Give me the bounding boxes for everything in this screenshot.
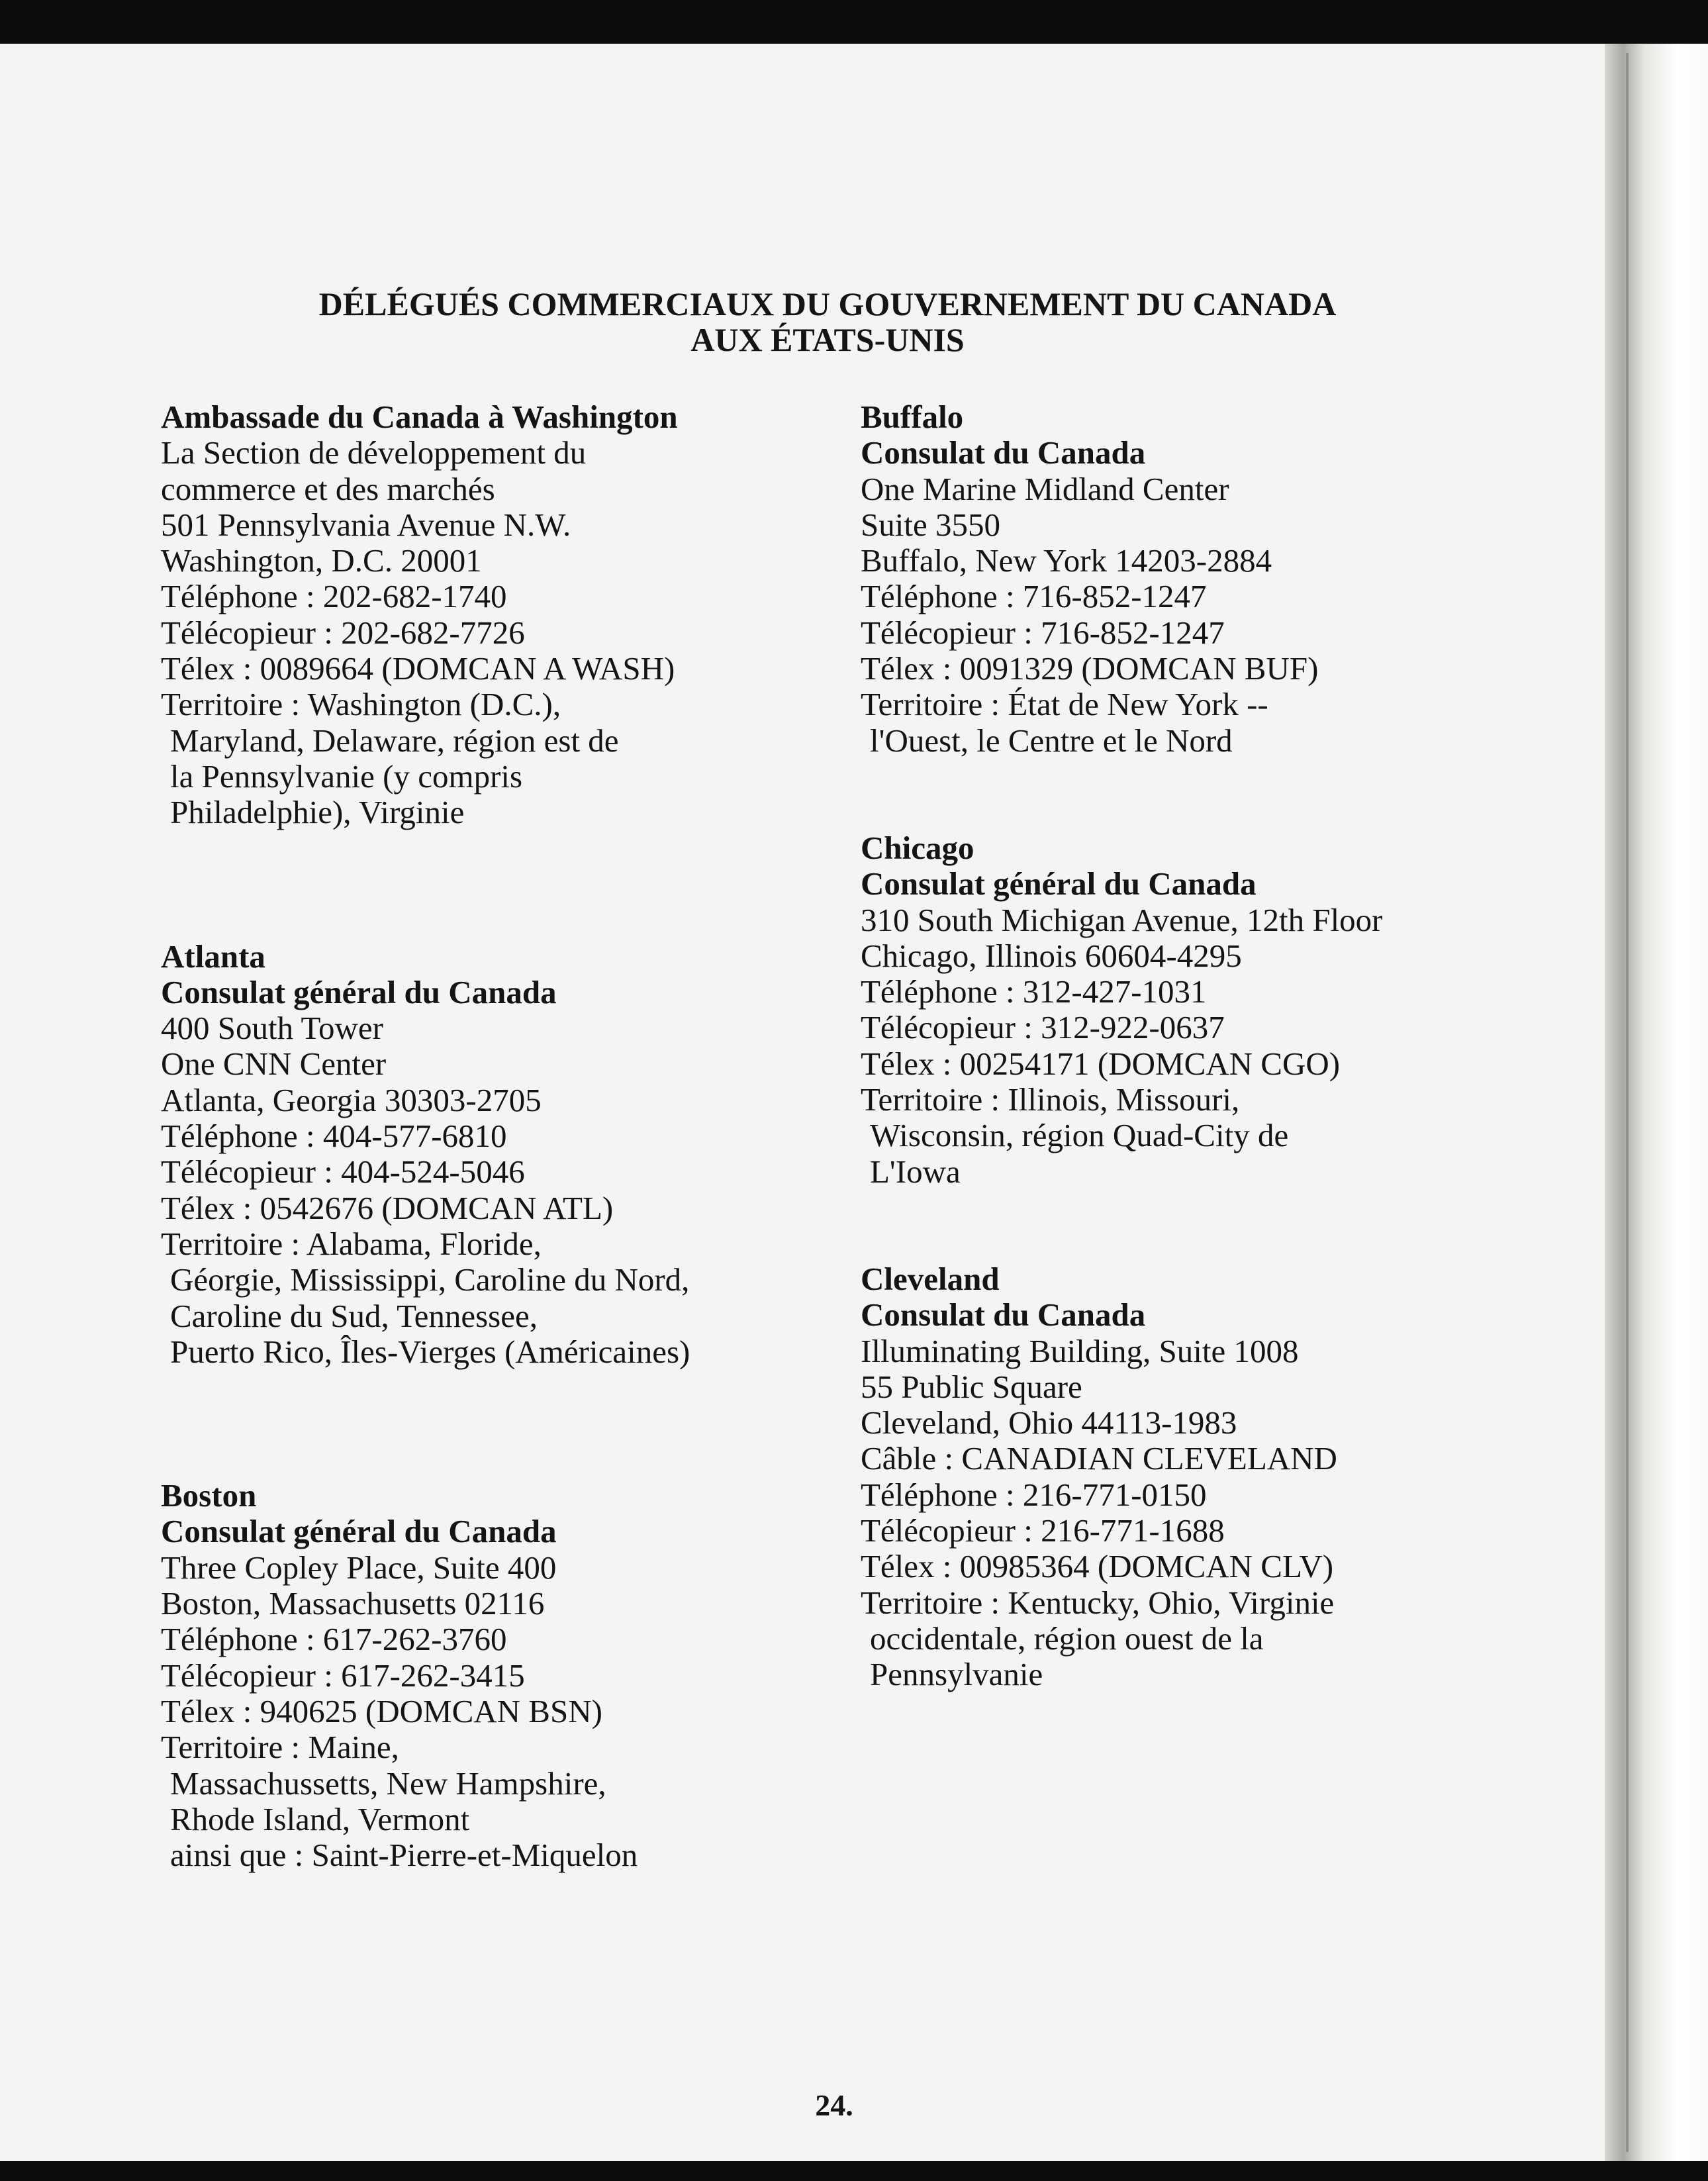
office-line: Buffalo, New York 14203-2884 [861,542,1272,579]
office-line: Téléphone : 312-427-1031 [861,973,1207,1010]
office-line: Téléphone : 617-262-3760 [161,1621,507,1658]
office-line: Câble : CANADIAN CLEVELAND [861,1440,1337,1477]
office-line: Téléphone : 216-771-0150 [861,1476,1207,1513]
office-line: 400 South Tower [161,1010,383,1047]
office-territory-line: Caroline du Sud, Tennessee, [170,1297,538,1334]
page-title-line-2: AUX ÉTATS-UNIS [690,321,965,358]
office-line: Télex : 940625 (DOMCAN BSN) [161,1692,602,1729]
scan-right-edge [1605,44,1708,2161]
office-line: Télex : 00254171 (DOMCAN CGO) [861,1045,1341,1082]
office-line: Télécopieur : 617-262-3415 [161,1657,525,1694]
office-territory-line: Géorgie, Mississippi, Caroline du Nord, [170,1261,690,1298]
office-line: Atlanta, Georgia 30303-2705 [161,1081,542,1118]
office-line: Télex : 0091329 (DOMCAN BUF) [861,650,1319,687]
office-block-cleveland [861,1261,1509,1693]
office-line: Boston, Massachusetts 02116 [161,1585,545,1622]
office-subheading: Consulat du Canada [861,1296,1146,1333]
office-line: Suite 3550 [861,506,1000,543]
office-block-boston [161,1478,823,1873]
office-line: Illuminating Building, Suite 1008 [861,1332,1299,1369]
office-territory-line: l'Ouest, le Centre et le Nord [870,722,1233,759]
office-line: Territoire : Illinois, Missouri, [861,1081,1240,1118]
office-line: Télex : 0089664 (DOMCAN A WASH) [161,650,675,687]
office-line: Télex : 0542676 (DOMCAN ATL) [161,1189,614,1226]
office-line: One CNN Center [161,1045,387,1083]
office-territory-line: L'Iowa [870,1153,961,1190]
office-heading: Cleveland [861,1260,1000,1297]
office-line: Télécopieur : 202-682-7726 [161,614,525,651]
office-territory-line: la Pennsylvanie (y compris [170,757,523,795]
office-subheading: Consulat général du Canada [161,1513,557,1550]
scan-top-border [0,0,1708,44]
office-line: 501 Pennsylvania Avenue N.W. [161,506,571,543]
office-line: Télex : 00985364 (DOMCAN CLV) [861,1548,1334,1585]
office-territory-line: Pennsylvanie [870,1656,1043,1693]
office-line: 55 Public Square [861,1368,1082,1405]
office-line: Télécopieur : 404-524-5046 [161,1153,525,1190]
office-territory-line: ainsi que : Saint-Pierre-et-Miquelon [170,1837,638,1874]
office-line: 310 South Michigan Avenue, 12th Floor [861,901,1383,938]
page-title [159,286,1496,358]
office-line: Territoire : État de New York -- [861,686,1268,723]
office-line: One Marine Midland Center [861,470,1229,507]
office-heading: Boston [161,1477,257,1514]
office-heading: Atlanta [161,938,265,975]
office-heading: Chicago [861,829,974,866]
office-line: Territoire : Alabama, Floride, [161,1225,542,1262]
office-line: Téléphone : 404-577-6810 [161,1118,507,1155]
office-line: Territoire : Maine, [161,1729,399,1766]
office-line: La Section de développement du [161,434,587,471]
office-line: Washington, D.C. 20001 [161,542,482,579]
page-title-line-1: DÉLÉGUÉS COMMERCIAUX DU GOUVERNEMENT DU CANADA [318,285,1337,322]
office-territory-line: Wisconsin, région Quad-City de [870,1117,1289,1154]
office-subheading: Consulat général du Canada [161,973,557,1010]
office-line: Territoire : Washington (D.C.), [161,686,561,723]
office-territory-line: occidentale, région ouest de la [870,1620,1264,1657]
office-territory-line: Puerto Rico, Îles-Vierges (Américaines) [170,1333,690,1370]
office-territory-line: Philadelphie), Virginie [170,794,465,831]
office-heading: Ambassade du Canada à Washington [161,399,678,435]
office-block-buffalo [861,399,1509,759]
office-subheading: Consulat du Canada [861,434,1146,471]
right-column [861,399,1509,1693]
page-number: 24. [815,2088,853,2122]
office-territory-line: Rhode Island, Vermont [170,1800,470,1837]
office-line: Télécopieur : 216-771-1688 [861,1512,1225,1549]
office-territory-line: Massachussetts, New Hampshire, [170,1765,606,1802]
office-block-washington [161,399,823,831]
office-line: Télécopieur : 716-852-1247 [861,614,1225,651]
office-line: Téléphone : 716-852-1247 [861,578,1207,615]
office-line: Cleveland, Ohio 44113-1983 [861,1404,1237,1441]
office-line: commerce et des marchés [161,470,495,507]
left-column [161,399,823,1873]
office-block-atlanta [161,939,823,1371]
office-territory-line: Maryland, Delaware, région est de [170,722,619,759]
office-line: Three Copley Place, Suite 400 [161,1549,557,1586]
office-line: Chicago, Illinois 60604-4295 [861,937,1242,974]
office-line: Téléphone : 202-682-1740 [161,578,507,615]
scan-bottom-border [0,2161,1708,2181]
office-line: Télécopieur : 312-922-0637 [861,1009,1225,1046]
office-subheading: Consulat général du Canada [861,865,1257,902]
office-line: Territoire : Kentucky, Ohio, Virginie [861,1584,1335,1621]
scan-right-edge-line [1626,53,1629,2152]
office-block-chicago [861,830,1509,1190]
office-heading: Buffalo [861,399,964,435]
